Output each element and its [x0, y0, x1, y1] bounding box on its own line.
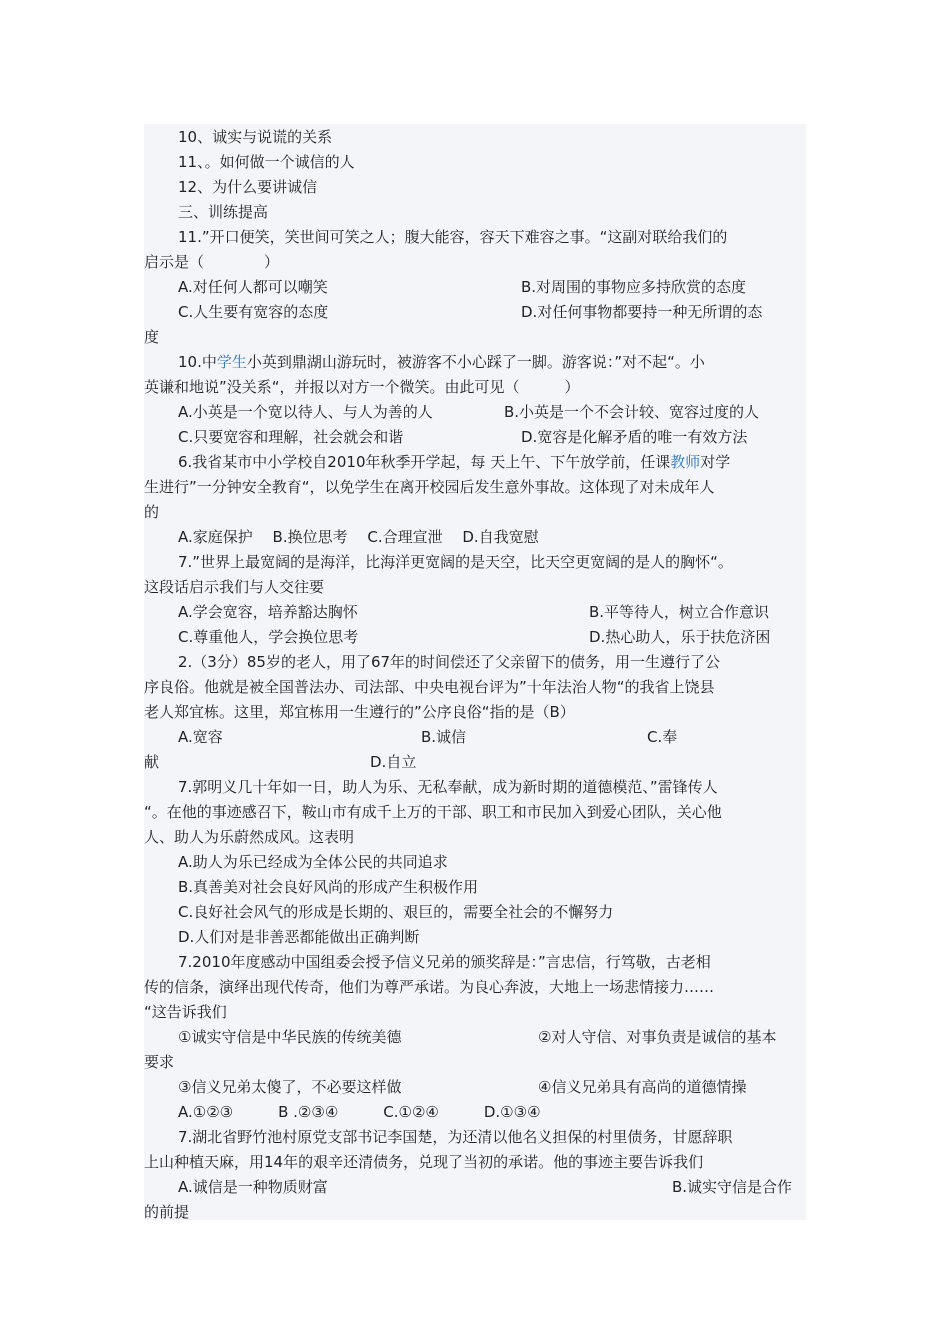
statement-3: ③信义兄弟太傻了，不必要这样做	[178, 1078, 402, 1096]
section-heading: 三、训练提高	[178, 203, 269, 221]
statement-4: ④信义兄弟具有高尚的道德情操	[538, 1078, 747, 1096]
option-d: D.自立	[370, 753, 417, 771]
option-a: A.学会宽容，培养豁达胸怀	[178, 603, 358, 621]
question-text: 人、助人为乐蔚然成风。这表明	[144, 828, 355, 846]
option-c-continued: 献	[144, 753, 160, 771]
question-text: “这告诉我们	[144, 1003, 227, 1021]
question-text: 10.中学生小英到鼎湖山游玩时，被游客不小心踩了一脚。游客说：”对不起“。小	[178, 353, 705, 371]
option-a: A.小英是一个宽以待人、与人为善的人	[178, 403, 433, 421]
question-text: 7.湖北省野竹池村原党支部书记李国楚，为还清以他名义担保的村里债务，甘愿辞职	[178, 1128, 733, 1146]
option-c: C.人生要有宽容的态度	[178, 303, 329, 321]
statement-1: ①诚实守信是中华民族的传统美德	[178, 1028, 402, 1046]
question-text: 英谦和地说”没关系“，并报以对方一个微笑。由此可见（ ）	[144, 378, 580, 396]
question-text: 7.2010年度感动中国组委会授予信义兄弟的颁奖辞是：”言忠信，行笃敬，古老相	[178, 953, 711, 971]
option-b: B.小英是一个不会计较、宽容过度的人	[504, 403, 760, 421]
option-c: C.尊重他人，学会换位思考	[178, 628, 359, 646]
option-b: B.诚实守信是合作	[672, 1178, 793, 1196]
question-text: 6.我省某市中小学校自2010年秋季开学起，每 天上午、下午放学前，任课教师对学	[178, 453, 731, 471]
item-11-heading: 11、。如何做一个诚信的人	[178, 153, 355, 171]
link-student[interactable]: 学生	[216, 353, 247, 371]
option-b: B.平等待人，树立合作意识	[589, 603, 770, 621]
question-text: 传的信条，演绎出现代传奇，他们为尊严承诺。为良心奔波，大地上一场悲情接力……	[144, 978, 715, 996]
option-b: B.对周围的事物应多持欣赏的态度	[521, 278, 747, 296]
option-b: B.真善美对社会良好风尚的形成产生积极作用	[178, 878, 479, 896]
statement-2-continued: 要求	[144, 1053, 175, 1071]
question-text: 上山种植天麻，用14年的艰辛还清债务，兑现了当初的承诺。他的事迹主要告诉我们	[144, 1153, 704, 1171]
option-d: D.对任何事物都要持一种无所谓的态	[521, 303, 763, 321]
link-teacher[interactable]: 教师	[670, 453, 701, 471]
option-b: B.诚信	[421, 728, 467, 746]
question-text: 11.”开口便笑，笑世间可笑之人；腹大能容，容天下难容之事。“这副对联给我们的	[178, 228, 728, 246]
option-a: A.对任何人都可以嘲笑	[178, 278, 328, 296]
item-12-heading: 12、为什么要讲诚信	[178, 178, 318, 196]
option-d-continued: 度	[144, 328, 160, 346]
question-text: 生进行”一分钟安全教育“，以免学生在离开校园后发生意外事故。这体现了对未成年人	[144, 478, 715, 496]
options-row: A.家庭保护 B.换位思考 C.合理宣泄 D.自我宽慰	[178, 528, 539, 546]
question-text: 2.（3分）85岁的老人，用了67年的时间偿还了父亲留下的债务，用一生遵行了公	[178, 653, 721, 671]
option-d: D.人们对是非善恶都能做出正确判断	[178, 928, 420, 946]
question-text: “。在他的事迹感召下，鞍山市有成千上万的干部、职工和市民加入到爱心团队，关心他	[144, 803, 722, 821]
question-text: 老人郑宜栋。这里，郑宜栋用一生遵行的”公序良俗“指的是（B）	[144, 703, 575, 721]
question-text: 7.郭明义几十年如一日，助人为乐、无私奉献，成为新时期的道德模范、”雷锋传人	[178, 778, 718, 796]
statement-2: ②对人守信、对事负责是诚信的基本	[538, 1028, 777, 1046]
item-10-heading: 10、诚实与说谎的关系	[178, 128, 333, 146]
options-row: A.①②③ B .②③④ C.①②④ D.①③④	[178, 1103, 541, 1121]
option-c: C.良好社会风气的形成是长期的、艰巨的，需要全社会的不懈努力	[178, 903, 614, 921]
option-b-continued: 的前提	[144, 1203, 190, 1221]
option-a: A.助人为乐已经成为全体公民的共同追求	[178, 853, 448, 871]
option-c: C.只要宽容和理解，社会就会和谐	[178, 428, 404, 446]
option-d: D.热心助人，乐于扶危济困	[589, 628, 771, 646]
option-c: C.奉	[647, 728, 678, 746]
option-d: D.宽容是化解矛盾的唯一有效方法	[521, 428, 748, 446]
option-a: A.诚信是一种物质财富	[178, 1178, 328, 1196]
option-a: A.宽容	[178, 728, 223, 746]
question-text: 7.”世界上最宽阔的是海洋，比海洋更宽阔的是天空，比天空更宽阔的是人的胸怀“。	[178, 553, 733, 571]
question-text: 这段话启示我们与人交往要	[144, 578, 325, 596]
question-text: 的	[144, 503, 160, 521]
question-text: 序良俗。他就是被全国普法办、司法部、中央电视台评为”十年法治人物“的我省上饶县	[144, 678, 715, 696]
question-text: 启示是（ ）	[144, 253, 280, 271]
